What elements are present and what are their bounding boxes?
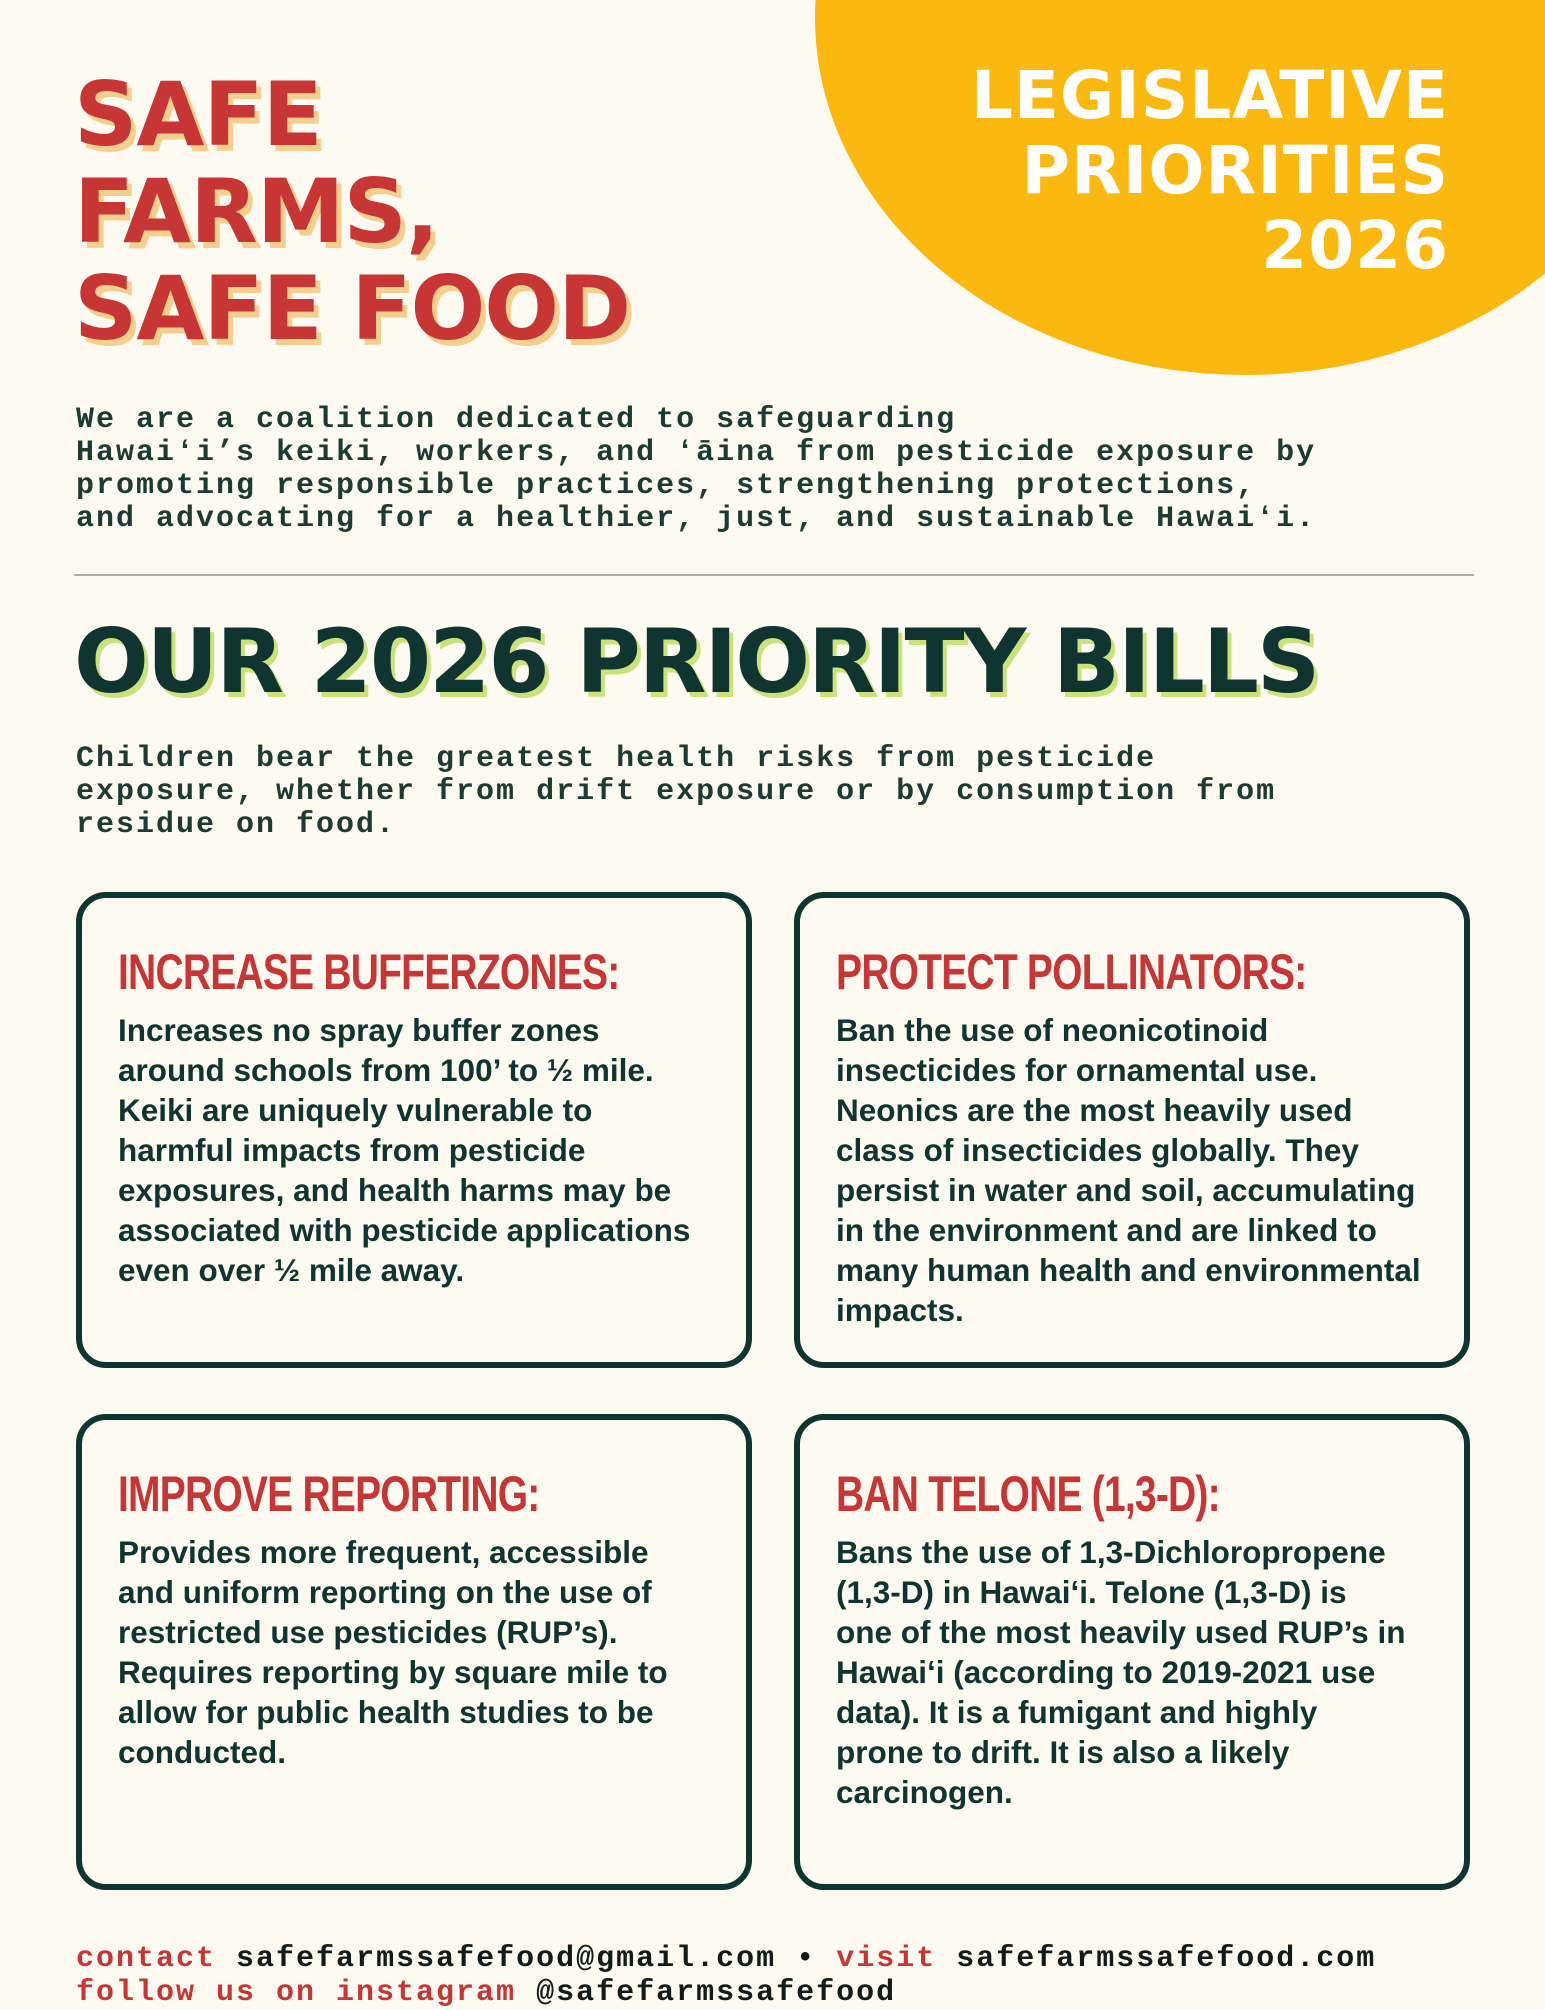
description-line: allow for public health studies to be (118, 1694, 654, 1730)
description-line: data). It is a fumigant and highly (836, 1694, 1318, 1730)
description-line: persist in water and soil, accumulating (836, 1172, 1416, 1208)
visit-label: visit (836, 1942, 937, 1976)
title-line: SAFE (74, 63, 322, 166)
intro-line: and advocating for a healthier, just, and sustainable Hawaiʻi. (76, 502, 1317, 536)
description-line: even over ½ mile away. (118, 1252, 465, 1288)
coalition-intro (76, 404, 1496, 536)
subtitle-line: Children bear the greatest health risks from pesticide (76, 742, 1157, 776)
bill-card-description (836, 1010, 1476, 1330)
title-line: SAFE FOOD (74, 257, 631, 360)
description-line: prone to drift. It is also a likely (836, 1734, 1290, 1770)
badge-line: LEGISLATIVE (970, 57, 1449, 134)
page-title (74, 63, 631, 360)
legislative-priorities-badge (971, 58, 1449, 283)
section-subtitle (76, 743, 1276, 842)
footer-separator: • (796, 1942, 817, 1976)
description-line: associated with pesticide applications (118, 1212, 691, 1248)
description-line: conducted. (118, 1734, 287, 1770)
description-line: (1,3-D) in Hawaiʻi. Telone (1,3-D) is (836, 1574, 1347, 1610)
description-line: many human health and environmental (836, 1252, 1421, 1288)
bill-card-title: BAN TELONE (1,3-D): (836, 1466, 1220, 1522)
bill-card-title: INCREASE BUFFERZONES: (118, 944, 620, 1000)
bill-card-telone (794, 1414, 1470, 1890)
bill-card-pollinators (794, 892, 1470, 1368)
section-divider (74, 574, 1474, 576)
contact-label: contact (76, 1942, 217, 1976)
badge-line: 2026 (1261, 207, 1449, 284)
description-line: Provides more frequent, accessible (118, 1534, 649, 1570)
intro-line: promoting responsible practices, strengthening protections, (76, 469, 1257, 503)
bill-card-reporting (76, 1414, 752, 1890)
description-line: Hawaiʻi (according to 2019-2021 use (836, 1654, 1376, 1690)
bill-card-title: PROTECT POLLINATORS: (836, 944, 1307, 1000)
description-line: Keiki are uniquely vulnerable to (118, 1092, 593, 1128)
instagram-handle-link[interactable]: @safefarmssafefood (536, 1976, 897, 2010)
description-line: in the environment and are linked to (836, 1212, 1377, 1248)
website-link[interactable]: safefarmssafefood.com (956, 1942, 1377, 1976)
description-line: Neonics are the most heavily used (836, 1092, 1353, 1128)
badge-line: PRIORITIES (1021, 132, 1449, 209)
description-line: and uniform reporting on the use of (118, 1574, 652, 1610)
description-line: restricted use pesticides (RUP’s). (118, 1614, 618, 1650)
description-line: Bans the use of 1,3-Dichloropropene (836, 1534, 1386, 1570)
intro-line: Hawaiʻi’s keiki, workers, and ʻāina from pesticide exposure by (76, 436, 1317, 470)
description-line: Increases no spray buffer zones (118, 1012, 600, 1048)
description-line: Requires reporting by square mile to (118, 1654, 668, 1690)
description-line: Ban the use of neonicotinoid (836, 1012, 1269, 1048)
subtitle-line: residue on food. (76, 808, 397, 842)
description-line: class of insecticides globally. They (836, 1132, 1359, 1168)
description-line: harmful impacts from pesticide (118, 1132, 586, 1168)
bill-card-title: IMPROVE REPORTING: (118, 1466, 540, 1522)
bill-card-description (118, 1010, 758, 1290)
description-line: carcinogen. (836, 1774, 1013, 1810)
description-line: exposures, and health harms may be (118, 1172, 672, 1208)
instagram-label: follow us on instagram (76, 1976, 517, 2010)
description-line: around schools from 100’ to ½ mile. (118, 1052, 654, 1088)
title-line: FARMS, (74, 160, 439, 263)
bill-card-bufferzones (76, 892, 752, 1368)
contact-email-link[interactable]: safefarmssafefood@gmail.com (236, 1942, 777, 1976)
section-title: OUR 2026 PRIORITY BILLS (74, 610, 1319, 713)
description-line: one of the most heavily used RUP’s in (836, 1614, 1406, 1650)
footer-contact-line (76, 1942, 1376, 1976)
bill-card-description (118, 1532, 758, 1772)
subtitle-line: exposure, whether from drift exposure or by consumption from (76, 775, 1277, 809)
description-line: insecticides for ornamental use. (836, 1052, 1318, 1088)
intro-line: We are a coalition dedicated to safeguarding (76, 403, 957, 437)
bill-card-description (836, 1532, 1476, 1812)
footer-instagram-line (76, 1976, 1376, 2010)
description-line: impacts. (836, 1292, 964, 1328)
